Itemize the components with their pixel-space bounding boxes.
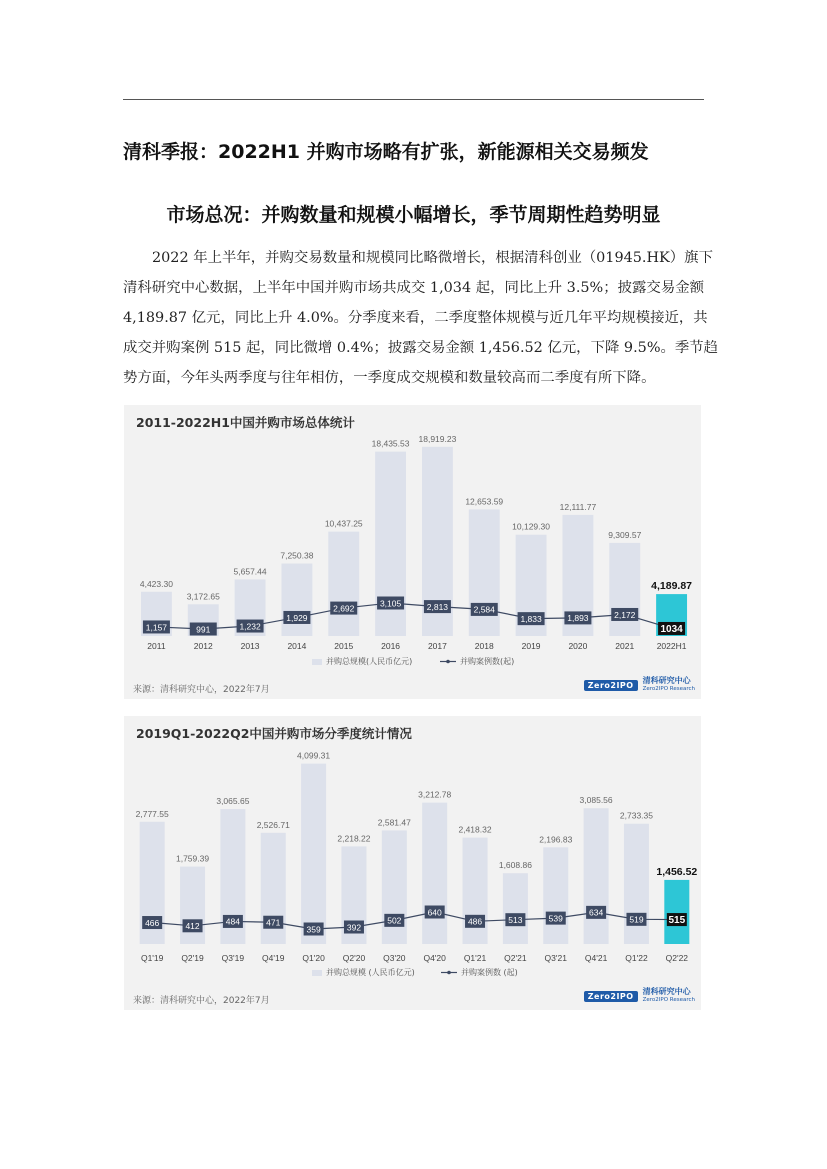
line-value-label: 2,813	[426, 601, 449, 612]
logo-en: Zero2IPO Research	[642, 997, 695, 1003]
bar-value-label: 2,733.35	[619, 810, 654, 821]
bar-value-label: 3,065.65	[216, 796, 250, 807]
bar-value-label: 5,657.44	[233, 566, 267, 577]
legend-bar-label: 并购总规模 (人民币亿元)	[326, 968, 415, 977]
x-tick-label: Q4'20	[423, 953, 446, 963]
chart-bar	[180, 867, 205, 944]
x-tick-label: Q2'22	[665, 953, 689, 963]
line-value-label: 466	[145, 917, 160, 928]
x-tick-label: Q3'19	[221, 953, 245, 963]
legend-line-marker	[446, 660, 450, 664]
chart-bar	[463, 838, 488, 944]
annual-ma-chart-panel	[124, 405, 701, 699]
x-tick-label: Q4'19	[262, 953, 285, 963]
page-title: 清科季报：2022H1 并购市场略有扩张，新能源相关交易频发	[123, 141, 649, 163]
paragraph-line: 清科研究中心数据，上半年中国并购市场共成交 1,034 起，同比上升 3.5%；披露交易金额	[123, 280, 704, 296]
bar-value-label: 3,172.65	[186, 591, 220, 602]
chart-bar	[609, 543, 640, 636]
x-tick-label: Q1'21	[463, 953, 487, 963]
bar-value-label: 9,309.57	[608, 529, 642, 540]
bar-value-label: 1,608.86	[498, 860, 532, 871]
bar-value-label: 1,456.52	[656, 865, 698, 878]
bar-value-label: 4,423.30	[139, 578, 173, 589]
x-tick-label: Q2'19	[181, 953, 204, 963]
bar-value-label: 2,418.32	[458, 824, 492, 835]
line-value-label: 484	[225, 916, 240, 927]
line-value-label: 486	[467, 916, 483, 927]
chart-title: 2019Q1-2022Q2中国并购市场分季度统计情况	[136, 726, 412, 741]
legend-line-label: 并购案例数 (起)	[461, 968, 518, 977]
chart-bar	[328, 532, 359, 636]
line-value-label: 515	[668, 914, 686, 926]
line-value-label: 2,584	[473, 604, 495, 615]
line-value-label: 991	[196, 624, 211, 635]
line-value-label: 513	[508, 914, 523, 925]
legend-bar-label: 并购总规模(人民币亿元)	[326, 657, 413, 666]
line-value-label: 502	[387, 915, 402, 926]
x-tick-label: Q2'21	[504, 953, 527, 963]
chart-bar	[584, 808, 609, 944]
bar-value-label: 18,435.53	[371, 438, 410, 449]
x-tick-label: Q1'22	[625, 953, 648, 963]
bar-value-label: 4,189.87	[651, 580, 693, 593]
line-value-label: 539	[548, 913, 563, 924]
section-subtitle: 市场总况：并购数量和规模小幅增长，季节周期性趋势明显	[166, 204, 661, 226]
x-tick-label: 2021	[615, 641, 635, 651]
logo-cn: 清科研究中心	[642, 987, 691, 996]
line-value-label: 2,172	[614, 609, 636, 620]
line-value-label: 3,105	[379, 598, 402, 609]
bar-value-label: 10,437.25	[324, 518, 363, 529]
paragraph-line: 4,189.87 亿元，同比上升 4.0%。分季度来看，二季度整体规模与近几年平均规模接近，共	[123, 310, 708, 326]
x-tick-label: 2011	[147, 641, 166, 651]
bar-value-label: 12,653.59	[465, 496, 504, 507]
x-tick-label: Q2'20	[342, 953, 366, 963]
line-value-label: 359	[306, 924, 321, 935]
chart-bar	[422, 803, 447, 944]
x-tick-label: 2015	[334, 641, 354, 651]
chart-bar	[543, 847, 568, 944]
paragraph-line: 2022 年上半年，并购交易数量和规模同比略微增长，根据清科创业（01945.HK）旗下	[152, 250, 713, 266]
line-value-label: 1,232	[239, 621, 261, 632]
bar-value-label: 2,777.55	[135, 808, 169, 819]
bar-value-label: 2,196.83	[539, 834, 573, 845]
legend-line-label: 并购案例数(起)	[460, 657, 515, 666]
chart-bar	[301, 764, 326, 944]
logo-cn: 清科研究中心	[642, 676, 691, 685]
x-tick-label: 2017	[427, 641, 447, 651]
x-tick-label: Q1'20	[302, 953, 325, 963]
chart-bar	[624, 824, 649, 944]
line-value-label: 640	[427, 907, 442, 918]
bar-value-label: 3,212.78	[418, 789, 452, 800]
line-value-label: 519	[629, 914, 644, 925]
bar-value-label: 2,218.22	[337, 833, 371, 844]
line-value-label: 392	[346, 922, 362, 933]
x-tick-label: 2018	[474, 641, 494, 651]
bar-value-label: 2,581.47	[377, 817, 411, 828]
paragraph-line: 势方面，今年头两季度与往年相仿，一季度成交规模和数量较高而二季度有所下降。	[123, 370, 656, 386]
x-tick-label: 2020	[568, 641, 588, 651]
legend-bar-swatch	[312, 970, 322, 976]
bar-value-label: 4,099.31	[297, 750, 331, 761]
zero2ipo-logo	[584, 988, 695, 1004]
bar-value-label: 1,759.39	[175, 853, 210, 864]
line-value-label: 634	[589, 907, 604, 918]
chart-bar	[469, 509, 500, 636]
line-value-label: 412	[185, 921, 200, 932]
bar-value-label: 10,129.30	[512, 521, 550, 532]
bar-value-label: 7,250.38	[280, 550, 314, 561]
paragraph-line: 成交并购案例 515 起，同比微增 0.4%；披露交易金额 1,456.52 亿元，下降 9.5%。季节趋	[123, 340, 719, 356]
bar-value-label: 2,526.71	[256, 819, 290, 830]
line-value-label: 1,929	[286, 612, 308, 623]
x-tick-label: Q1'19	[140, 953, 164, 963]
line-value-label: 1034	[660, 623, 683, 635]
x-tick-label: 2019	[521, 641, 541, 651]
x-tick-label: 2022H1	[656, 641, 687, 651]
chart-source: 来源：清科研究中心，2022年7月	[133, 996, 270, 1006]
line-value-label: 1,157	[145, 622, 168, 633]
chart-bar	[503, 873, 528, 944]
quarterly-ma-chart	[124, 716, 701, 1010]
bar-value-label: 18,919.23	[418, 433, 457, 444]
chart-bar	[664, 880, 689, 944]
legend-bar-swatch	[312, 659, 322, 665]
legend-line-marker	[447, 971, 451, 975]
x-tick-label: Q3'21	[544, 953, 567, 963]
bar-value-label: 12,111.77	[559, 501, 597, 512]
x-tick-label: 2016	[381, 641, 401, 651]
chart-title: 2011-2022H1中国并购市场总体统计	[136, 415, 355, 430]
bar-value-label: 3,085.56	[579, 795, 613, 806]
line-value-label: 1,833	[520, 613, 542, 624]
x-tick-label: 2012	[193, 641, 213, 651]
logo-mark: Zero2IPO	[584, 991, 638, 1002]
chart-source: 来源：清科研究中心，2022年7月	[133, 685, 270, 695]
chart-bar	[382, 830, 407, 944]
logo-mark: Zero2IPO	[584, 680, 638, 691]
x-tick-label: Q3'20	[383, 953, 406, 963]
quarterly-ma-chart-panel	[124, 716, 701, 1010]
x-tick-label: 2013	[240, 641, 260, 651]
zero2ipo-logo	[584, 677, 695, 693]
header-rule	[123, 99, 704, 100]
line-value-label: 1,893	[567, 613, 589, 624]
logo-en: Zero2IPO Research	[642, 686, 695, 692]
chart-bar	[281, 563, 312, 636]
annual-ma-chart	[124, 405, 701, 699]
x-tick-label: Q4'21	[584, 953, 608, 963]
body-paragraph	[123, 243, 719, 393]
line-value-label: 2,692	[333, 603, 355, 614]
x-tick-label: 2014	[287, 641, 307, 651]
line-value-label: 471	[266, 917, 281, 928]
